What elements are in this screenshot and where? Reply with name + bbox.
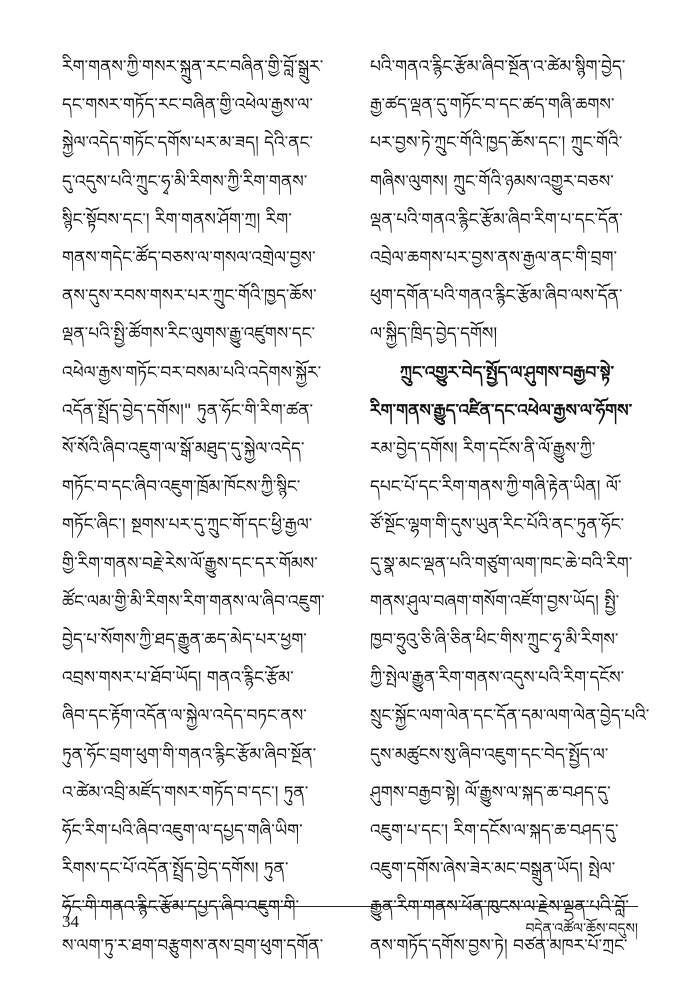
right-line-16: ཁྱབ་ཧྲུའུ་ཅི་ཞི་ཅིན་ཕིང་གིས་ཀྲུང་ཧྭ་མི་རིགས་ (370, 630, 619, 651)
right-line-22: འཇུག་དགོས་ཞེས་ཟེར་མང་བསྒྲུན་ཡོད། སྤེལ་ (370, 859, 616, 880)
left-line-3: སྐྱེལ་འདེད་གཏོང་དགོས་པར་མ་ཟད། དེའི་ནང་ (62, 133, 313, 154)
left-line-1: རིག་གནས་ཀྱི་གསར་སྐྲུན་རང་བཞིན་གྱི་བློ་སྒྲུར་ (62, 57, 324, 77)
right-line-21: འཇུག་པ་དང་། རིག་དངོས་ལ་སྐད་ཆ་བཤད་དུ་ (370, 821, 619, 842)
right-line-7: ཕུག་དགོན་པའི་གནའ་རྙིང་རྩོམ་ཞིབ་ལས་དོན་ (370, 286, 623, 307)
left-line-5: སྙིང་སྟོབས་དང་། རིག་གནས་ཤོག་ཀྲ། རིག་ (62, 209, 292, 230)
left-line-13: གཏོང་ཞིང་། སྔགས་པར་དུ་ཀྲུང་གོ་དང་ཕྱི་རྒྱལ་ (62, 515, 313, 536)
left-line-21: ཧོང་རིག་པའི་ཞིབ་འཇུག་ལ་དཔྱད་གཞི་ཡིག་ (62, 821, 303, 842)
right-line-19: དུས་མཚུངས་སུ་ཞིབ་འཇུག་དང་བེད་སྤྱོད་ལ་ (370, 744, 609, 765)
right-line-17: ཀྱི་སྤེལ་རྒྱུན་རིག་གནས་འདུས་པའི་རིག་དངོས་ (370, 668, 625, 689)
left-line-19: ཏུན་ཧོང་བྲག་ཕུག་གི་གནའ་རྙིང་རྩོམ་ཞིབ་སྔོན་ (62, 744, 317, 765)
left-line-9: འཕེལ་རྒྱས་གཏོང་བར་བསམ་པའི་འདེགས་སྐྱོར་ (62, 362, 322, 383)
left-line-6: གནས་གདེང་ཚོད་བཅས་ལ་གསལ་འགྲེལ་བྱས་ (62, 248, 316, 269)
left-line-10: འདོན་སྤྲོད་བྱེད་དགོས།" ཏུན་ཧོང་གི་རིག་ཚན་ (62, 400, 314, 421)
left-line-15: ཚོང་ལམ་གྱི་མི་རིགས་རིག་གནས་ལ་ཞིབ་འཇུག་ (62, 591, 325, 612)
right-line-5: ལྡན་པའི་གནའ་རྙིང་རྩོམ་ཞིབ་རིག་པ་དང་དོན་ (370, 209, 623, 230)
left-line-20: འ་ཚེམ་འབྲི་མཛོད་གསར་གཏོད་བ་དང་། ཏུན་ (62, 782, 309, 803)
left-line-18: ཞིབ་དང་རྟོག་འདོན་ལ་སྐྱེལ་འདེད་བཏང་ནས་ (62, 706, 307, 727)
left-line-2: དང་གསར་གཏོད་རང་བཞིན་གྱི་འཕེལ་རྒྱས་ལ་ (62, 95, 313, 116)
right-line-12: དཔང་པོ་དང་རིག་གནས་ཀྱི་གཞི་རྟེན་ཡིན། ལོ་ (370, 477, 622, 498)
left-line-22: རིགས་དང་པོ་འདོན་སྤྲོད་བྱེད་དགོས། ཏུན་ (62, 859, 289, 880)
right-line-11: རམ་བྱེད་དགོས། རིག་དངོས་ནི་ལོ་རྒྱུས་ཀྱི་ (370, 439, 596, 460)
left-line-11: སོ་སོའི་ཞིབ་འཇུག་ལ་སྒོ་མཐུད་དུ་སྐྱེལ་འདེད་ (62, 439, 305, 460)
left-line-23: ཧོང་གི་གནའ་རྙིང་རྩོམ་དཔྱད་ཞིབ་འཇུག་གི་ (62, 897, 300, 918)
right-line-18: སྲུང་སྐྱོང་ལག་ལེན་དང་དོན་དམ་ལག་ལེན་བྱེད་པའི་ (370, 706, 650, 727)
right-line-8: ལ་སྐྱིད་ཁྲིད་བྱེད་དགོས། (370, 324, 498, 345)
left-line-12: གཏོང་བ་དང་ཞིབ་འཇུག་ཁྲོམ་ཁོངས་ཀྱི་སྙིང་ (62, 477, 301, 498)
left-line-8: ལྡན་པའི་སྤྱི་ཚོགས་རིང་ལུགས་རྒྱུ་འཛུགས་དང་ (62, 324, 316, 345)
left-line-4: དུ་འདུས་པའི་ཀྲུང་ཧྭ་མི་རིགས་ཀྱི་རིག་གནས་ (62, 171, 308, 192)
left-line-17: འབྲས་གསར་པ་ཐོབ་ཡོད། གནའ་རྙིང་རྩོམ་ (62, 668, 294, 689)
right-line-15: གནས་ཤུལ་བཞག་གསོག་འཛོག་བྱས་ཡོད། སྤྱི་ (370, 591, 620, 612)
right-line-2: རྒྱ་ཚད་ལྡན་དུ་གཏོང་བ་དང་ཚད་གཞི་ཆགས་ (370, 95, 615, 116)
right-column (370, 48, 655, 965)
right-line-3: པར་བྱས་ཏེ་ཀྲུང་གོའི་ཁྱད་ཆོས་དང་། ཀྲུང་གོའི་ (370, 133, 623, 154)
right-line-20: ཤུགས་བརྒྱབ་སྟེ། ལོ་རྒྱུས་ལ་སྐད་ཆ་བཤད་དུ་ (370, 782, 611, 803)
right-line-13: ཙོ་སྔོང་ལྷག་གི་དུས་ཡུན་རིང་པོའི་ནང་ཏུན་ཧོང་ (370, 515, 625, 536)
right-line-4: གཞིས་ལུགས། ཀྲུང་གོའི་ཉམས་འགྱུར་བཅས་ (370, 171, 614, 192)
left-line-16: བྱེད་པ་སོགས་ཀྱི་ཐད་རྒྱུན་ཆད་མེད་པར་ཕྱག་ (62, 630, 307, 651)
footer-rule (62, 906, 638, 907)
right-line-6: འབྲེལ་ཆགས་པར་བྱས་ནས་རྒྱལ་ནང་གི་བྲག་ (370, 248, 618, 269)
left-line-14: གྱི་རིག་གནས་བརྗེ་རེས་ལོ་རྒྱུས་དང་དར་གོམས་ (62, 553, 318, 574)
section-heading-line-1: ཀྲུང་འགྱུར་བེད་སྤྱོད་ལ་ཤུགས་བརྒྱབ་སྟེ་ (400, 362, 615, 383)
section-heading-line-2: རིག་གནས་རྒྱུད་འཛིན་དང་འཕེལ་རྒྱས་ལ་ཧོགས་ (370, 400, 633, 421)
left-line-24: ས་ལག་ཏུ་ར་ཐག་བརྩུགས་ནས་བྲག་ཕུག་དགོན་ (62, 935, 324, 956)
left-line-7: ནས་དུས་རབས་གསར་པར་ཀྲུང་གོའི་ཁྱད་ཆོས་ (62, 286, 317, 307)
right-line-1: པའི་གནའ་རྙིང་རྩོམ་ཞིབ་སྔོན་འ་ཚེམ་སྙིག་བྱེད་ (370, 57, 626, 77)
right-line-24: ནས་གཏོད་དགོས་བྱས་ཏེ། བཙན་མཁར་པོ་ཀྲང་ (370, 935, 628, 956)
right-line-14: དུ་སྣ་མང་ལྡན་པའི་གཙུག་ལག་ཁང་ཆེ་བའི་རིག་ (370, 553, 633, 574)
left-column (62, 48, 347, 965)
running-footer-title: བདེན་འཚོལ་ཆོས་བདུས། (525, 921, 638, 937)
right-line-23: རྒྱུན་རིག་གནས་ཕོན་ཁུངས་ལ་རྗེས་ལྡན་པའི་བློ་ (370, 897, 629, 918)
page-number: 34 (62, 912, 79, 931)
